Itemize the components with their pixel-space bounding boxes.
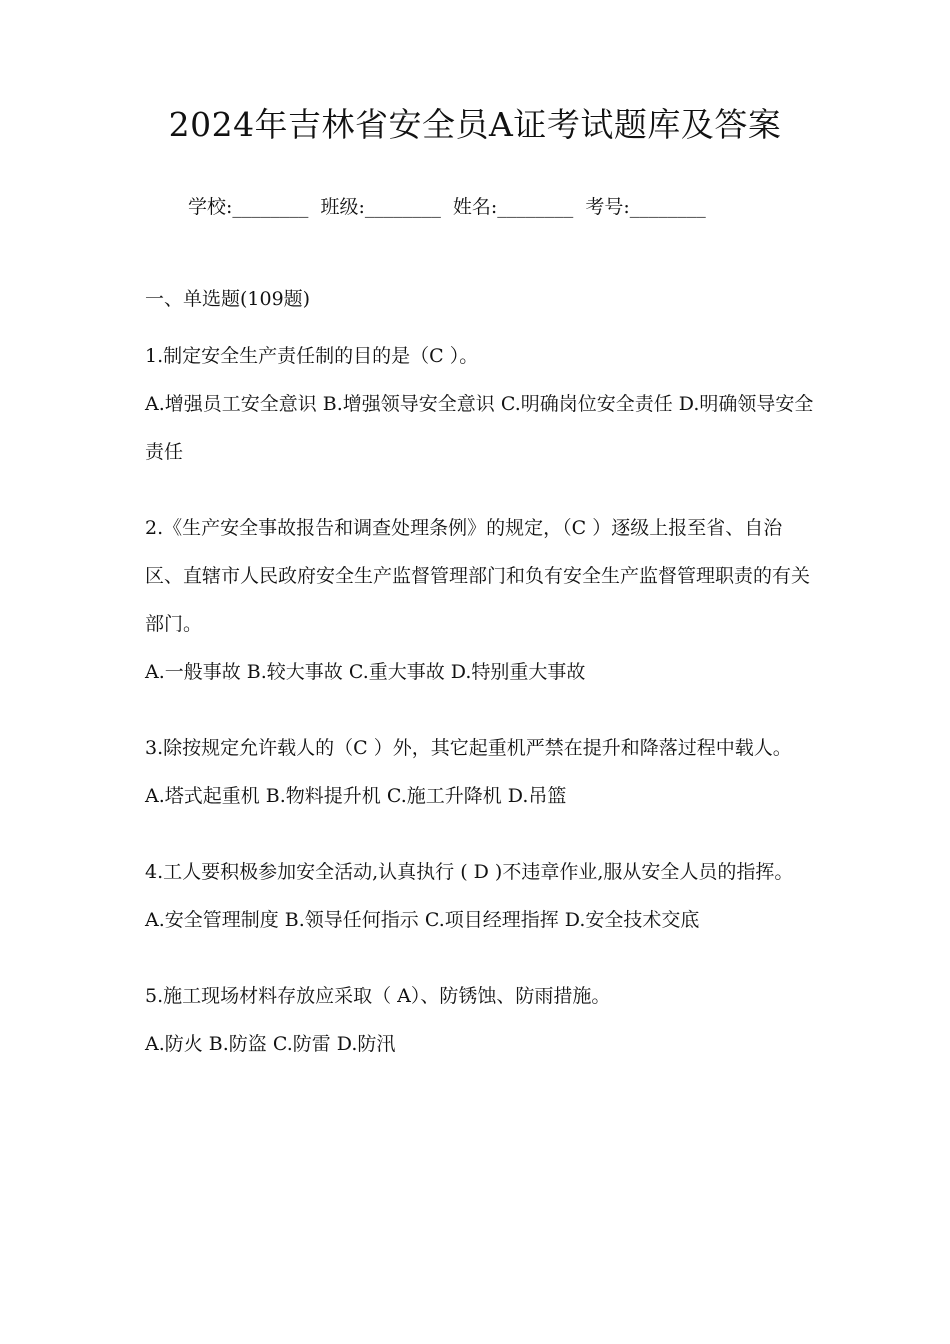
question-item: [145, 504, 820, 696]
question-text: 1.制定安全生产责任制的目的是（C ）。: [145, 345, 479, 367]
section-title: 一、单选题(109题): [145, 288, 311, 310]
question-item: [145, 724, 820, 820]
name-field: 姓名:________: [452, 196, 574, 218]
question-text: 5.施工现场材料存放应采取（ A）、防锈蚀、防雨措施。: [145, 985, 611, 1007]
question-options: A.塔式起重机 B.物料提升机 C.施工升降机 D.吊篮: [145, 785, 567, 807]
question-text: 2.《生产安全事故报告和调查处理条例》的规定，（C ）逐级上报至省、自治区、直辖市人民政府安全生产监督管理部门和负有安全生产监督管理职责的有关部门。: [145, 517, 811, 635]
question-gap: [145, 696, 820, 724]
question-text: 4.工人要积极参加安全活动,认真执行 ( D )不违章作业,服从安全人员的指挥。: [145, 861, 794, 883]
question-item: [145, 848, 820, 944]
question-list: [145, 282, 820, 1068]
exam-number-field: 考号:________: [585, 196, 706, 218]
class-field: 班级:________: [320, 196, 441, 218]
question-gap: [145, 944, 820, 972]
question-options: A.一般事故 B.较大事故 C.重大事故 D.特别重大事故: [145, 661, 586, 683]
student-info-line: [188, 192, 712, 222]
question-text: 3.除按规定允许载人的（C ）外，其它起重机严禁在提升和降落过程中载人。: [145, 737, 792, 759]
question-options: A.防火 B.防盗 C.防雷 D.防汛: [145, 1033, 396, 1055]
question-item: [145, 332, 820, 476]
question-item: [145, 972, 820, 1068]
question-options: A.增强员工安全意识 B.增强领导安全意识 C.明确岗位安全责任 D.明确领导安全责任: [145, 393, 814, 463]
question-options: A.安全管理制度 B.领导任何指示 C.项目经理指挥 D.安全技术交底: [145, 909, 700, 931]
question-gap: [145, 820, 820, 848]
document-title: 2024年吉林省安全员A证考试题库及答案: [168, 105, 782, 144]
school-field: 学校:________: [188, 196, 309, 218]
question-gap: [145, 476, 820, 504]
